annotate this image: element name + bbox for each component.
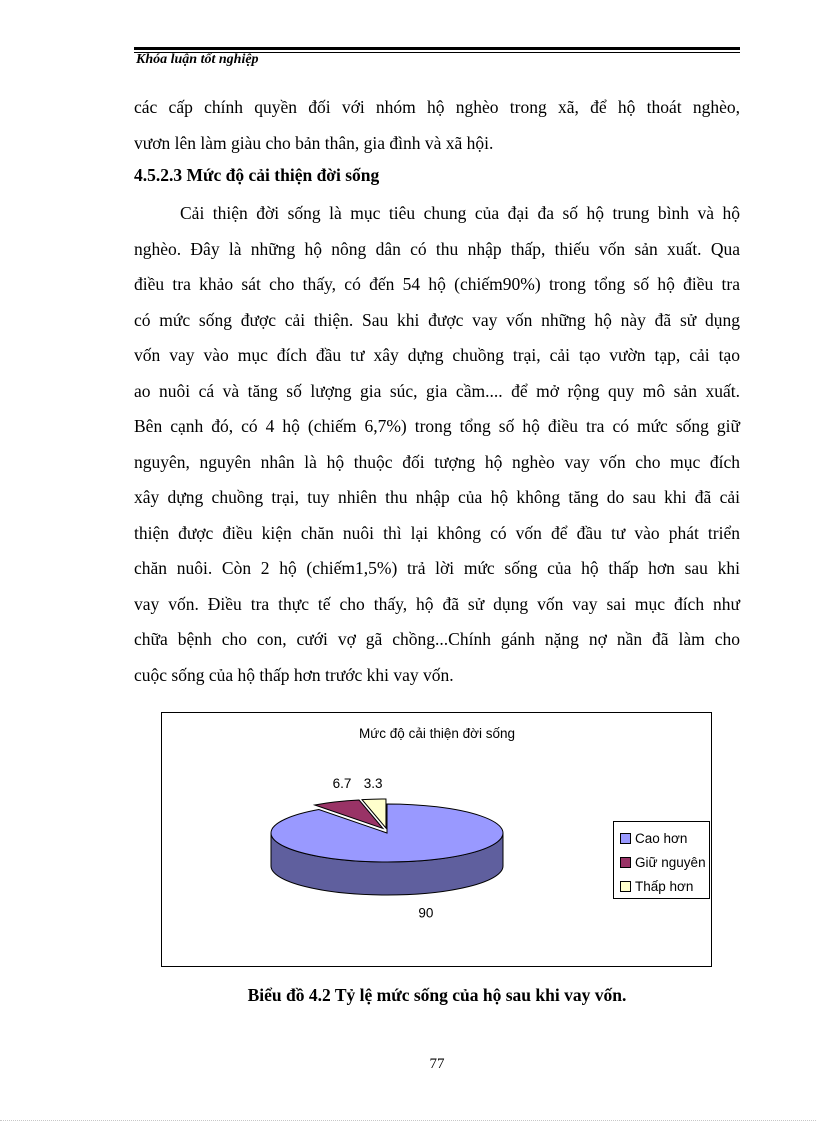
text-line: cuộc sống của hộ thấp hơn trước khi vay vốn. [134, 664, 454, 685]
text-line: Cải thiện đời sống là mục tiêu chung của đại đa số hộ trung bình và hộ [180, 203, 740, 223]
text-line: thiện được điều kiện chăn nuôi thì lại không có vốn để đầu tư vào phát triển [134, 522, 740, 543]
text-line: vay vốn. Điều tra thực tế cho thấy, hộ đã sử dụng vốn vay sai mục đích như [134, 593, 740, 614]
legend-label: Thấp hơn [635, 878, 694, 894]
data-label: 90 [418, 905, 434, 921]
legend-item [620, 850, 709, 874]
pie-slice [271, 804, 503, 862]
running-header: Khóa luận tốt nghiệp [136, 52, 259, 67]
chart-title: Mức độ cải thiện đời sống [359, 726, 515, 741]
data-label: 3.3 [363, 776, 383, 791]
legend-swatch [620, 857, 631, 868]
body-paragraph [134, 196, 740, 693]
text-line: nguyên, nguyên nhân là hộ thuộc đối tượng hộ nghèo vay vốn cho mục đích [134, 451, 740, 472]
intro-paragraph [134, 90, 740, 161]
figure-caption: Biểu đồ 4.2 Tỷ lệ mức sống của hộ sau khi vay vốn. [247, 985, 627, 1005]
section-heading: 4.5.2.3 Mức độ cải thiện đời sống [134, 165, 380, 185]
legend-item [620, 826, 709, 850]
text-line: chữa bệnh cho con, cưới vợ gã chồng...Chính gánh nặng nợ nần đã làm cho [134, 629, 740, 649]
text-line: điều tra khảo sát cho thấy, có đến 54 hộ (chiếm90%) trong tổng số hộ điều tra [134, 274, 740, 294]
text-line: có mức sống được cải thiện. Sau khi được vay vốn những hộ này đã sử dụng [134, 309, 740, 330]
header-rule-thick [134, 47, 740, 50]
legend-item [620, 874, 709, 898]
text-line: nghèo. Đây là những hộ nông dân có thu nhập thấp, thiếu vốn sản xuất. Qua [134, 238, 740, 259]
page-number: 77 [429, 1056, 445, 1072]
text-line: xây dựng chuồng trại, tuy nhiên thu nhập của hộ không tăng do sau khi đã cải [134, 487, 740, 507]
text-line: chăn nuôi. Còn 2 hộ (chiếm1,5%) trả lời mức sống của hộ thấp hơn sau khi [134, 558, 740, 578]
legend-label: Giữ nguyên [635, 854, 706, 870]
text-line: Bên cạnh đó, có 4 hộ (chiếm 6,7%) trong tổng số hộ điều tra có mức sống giữ [134, 416, 740, 436]
legend-swatch [620, 881, 631, 892]
text-line: vốn vay vào mục đích đầu tư xây dựng chuồng trại, cải tạo vườn tạp, cải tạo [134, 345, 740, 365]
text-line: vươn lên làm giàu cho bản thân, gia đình và xã hội. [134, 132, 494, 153]
footer-dotted-rule [0, 1120, 816, 1121]
pie-chart [161, 712, 712, 967]
legend-label: Cao hơn [635, 830, 688, 846]
legend-swatch [620, 833, 631, 844]
text-line: các cấp chính quyền đối với nhóm hộ nghèo trong xã, để hộ thoát nghèo, [134, 97, 740, 117]
pie-top-layer [271, 799, 503, 862]
chart-legend [613, 821, 710, 899]
data-label: 6.7 [332, 776, 352, 791]
text-line: ao nuôi cá và tăng số lượng gia súc, gia cầm.... để mở rộng quy mô sản xuất. [134, 380, 740, 401]
